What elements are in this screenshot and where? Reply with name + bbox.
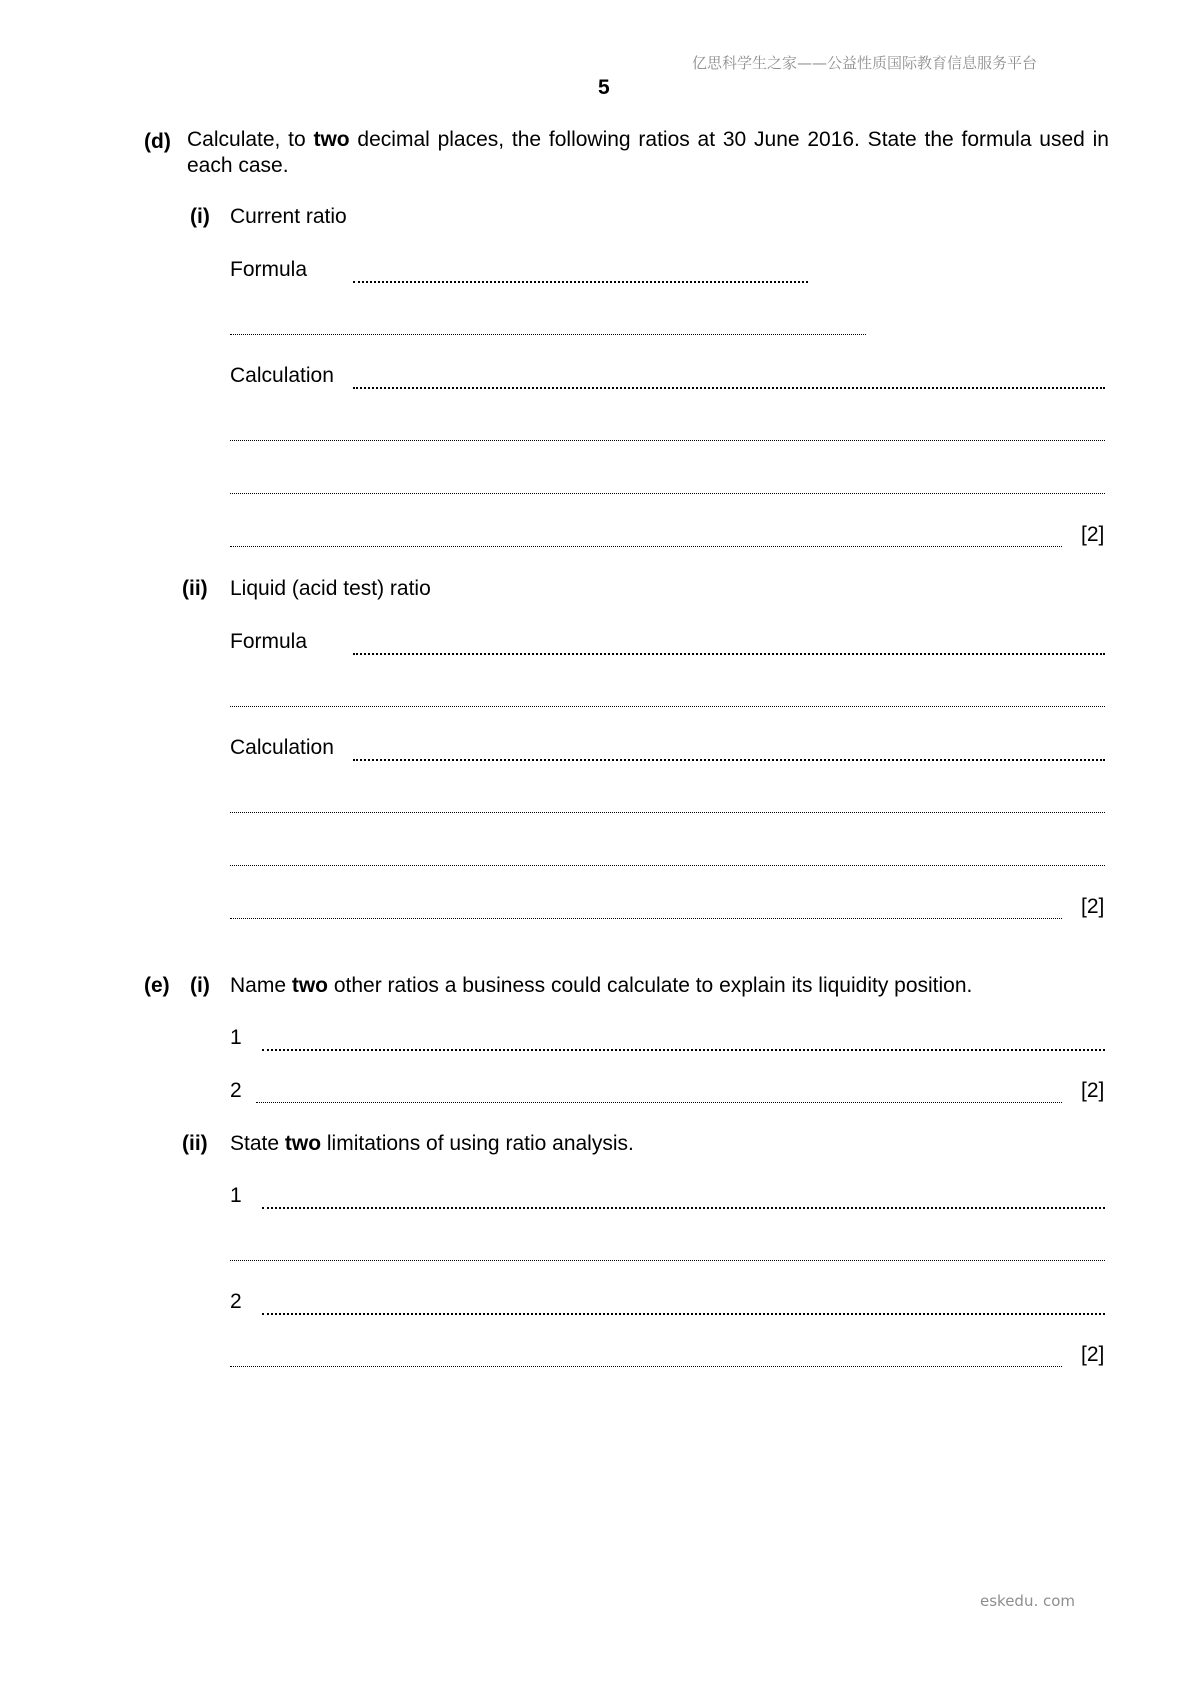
- footer-site: eskedu. com: [980, 1592, 1076, 1610]
- subquestion-label-d-i: (i): [190, 205, 210, 228]
- answer-item-number: 2: [230, 1079, 242, 1102]
- subquestion-label-e-i: (i): [190, 974, 210, 997]
- answer-line-calculation[interactable]: [230, 865, 1105, 866]
- question-label-e: (e): [144, 974, 170, 997]
- answer-line-calculation[interactable]: [230, 440, 1105, 441]
- calculation-label: Calculation: [230, 364, 334, 387]
- answer-line-item-2[interactable]: [262, 1313, 1105, 1315]
- answer-line-calculation[interactable]: [230, 546, 1062, 547]
- subquestion-label-e-ii: (ii): [182, 1132, 208, 1155]
- subquestion-label-d-ii: (ii): [182, 577, 208, 600]
- answer-line-calculation[interactable]: [230, 812, 1105, 813]
- marks-allocation: [2]: [1081, 523, 1105, 546]
- answer-line-item-1[interactable]: [262, 1207, 1105, 1209]
- formula-label: Formula: [230, 258, 308, 281]
- question-e-ii-prompt: State two limitations of using ratio analysis.: [230, 1132, 634, 1155]
- formula-label: Formula: [230, 630, 308, 653]
- answer-line-formula-continued[interactable]: [230, 334, 866, 335]
- question-e-i-prompt: Name two other ratios a business could calculate to explain its liquidity position.: [230, 974, 973, 997]
- answer-line-item-1[interactable]: [262, 1049, 1105, 1051]
- answer-line-calculation[interactable]: [353, 387, 1105, 389]
- answer-line-calculation[interactable]: [353, 759, 1105, 761]
- subquestion-title-liquid-ratio: Liquid (acid test) ratio: [230, 577, 431, 600]
- marks-allocation: [2]: [1081, 895, 1105, 918]
- marks-allocation: [2]: [1081, 1343, 1105, 1366]
- answer-line-formula[interactable]: [353, 653, 1105, 655]
- subquestion-title-current-ratio: Current ratio: [230, 205, 347, 228]
- page-number: 5: [598, 76, 610, 99]
- answer-line-item-1-continued[interactable]: [230, 1260, 1105, 1261]
- answer-line-formula[interactable]: [353, 281, 808, 283]
- question-label-d: (d): [144, 130, 171, 153]
- marks-allocation: [2]: [1081, 1079, 1105, 1102]
- answer-line-calculation[interactable]: [230, 493, 1105, 494]
- header-watermark: 亿思科学生之家——公益性质国际教育信息服务平台: [692, 54, 1038, 72]
- calculation-label: Calculation: [230, 736, 334, 759]
- answer-item-number: 1: [230, 1184, 242, 1207]
- answer-line-item-2[interactable]: [256, 1102, 1062, 1103]
- answer-line-calculation[interactable]: [230, 918, 1062, 919]
- answer-line-formula-continued[interactable]: [230, 706, 1105, 707]
- question-d-intro: Calculate, to two decimal places, the following ratios at 30 June 2016. State the formula used in each case.: [187, 128, 1109, 177]
- answer-item-number: 2: [230, 1290, 242, 1313]
- answer-line-item-2-continued[interactable]: [230, 1366, 1062, 1367]
- answer-item-number: 1: [230, 1026, 242, 1049]
